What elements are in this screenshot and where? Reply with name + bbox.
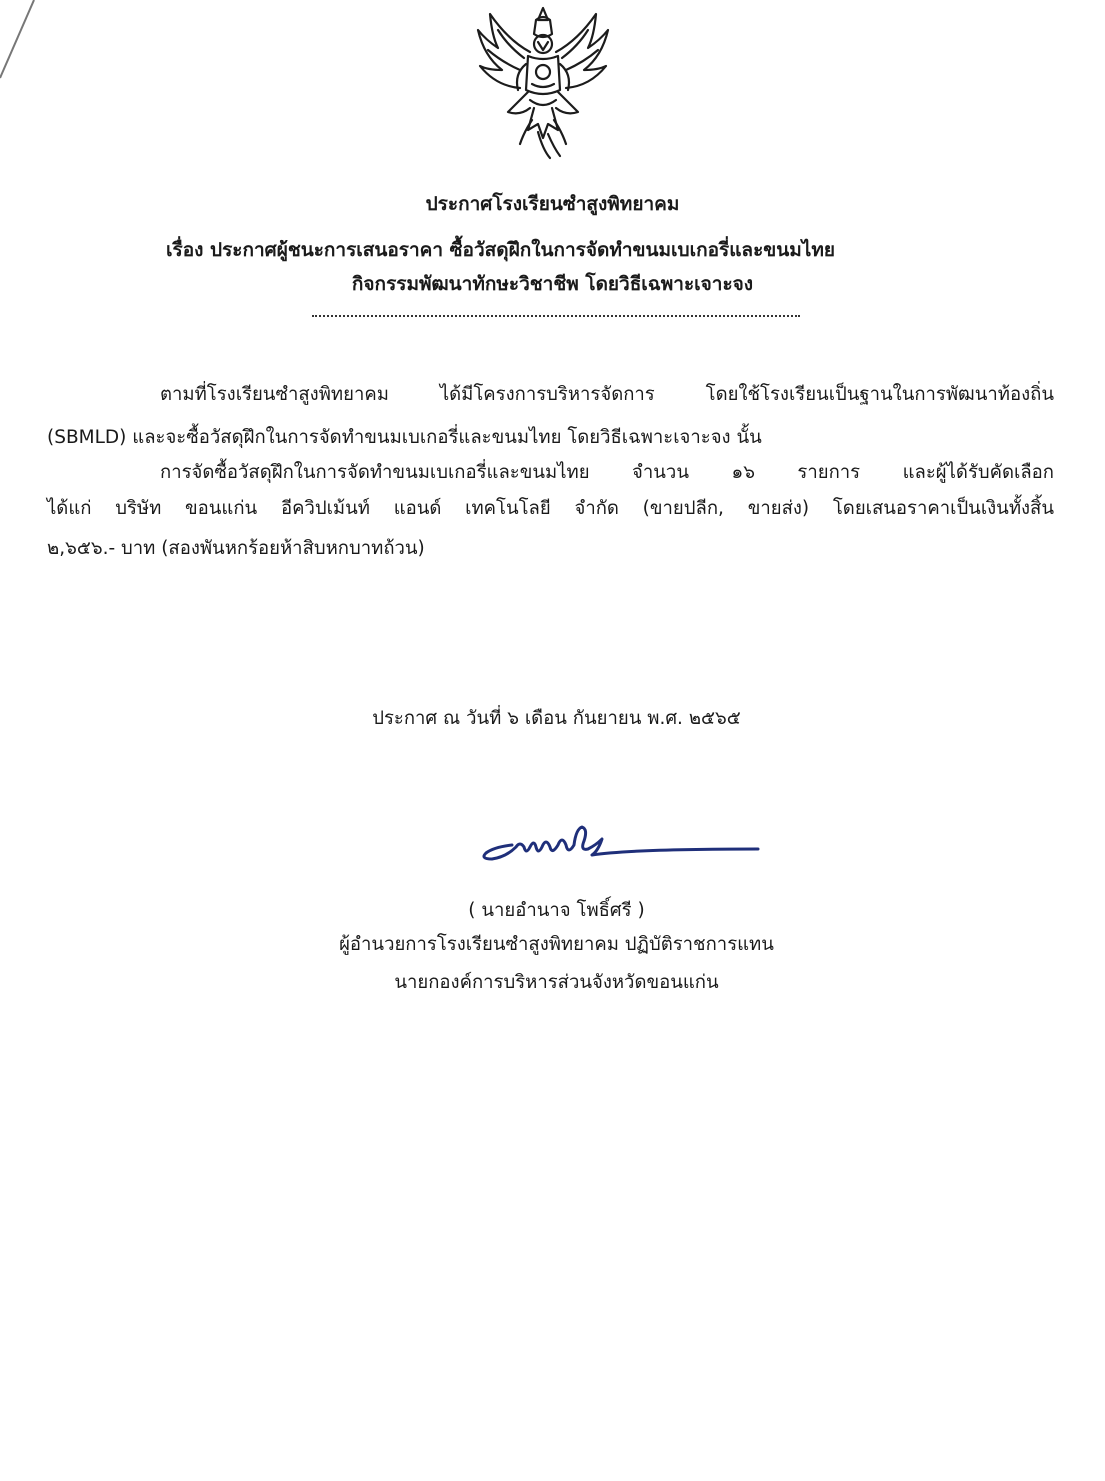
announcement-subject: เรื่อง ประกาศผู้ชนะการเสนอราคา ซื้อวัสดุฝึกในการจัดทำขนมเบเกอรี่และขนมไทย [166,239,835,261]
body-paragraph-2: การจัดซื้อวัสดุฝึกในการจัดทำขนมเบเกอรี่และขนมไทย จำนวน ๑๖ รายการ และผู้ได้รับคัดเลือก [160,462,1054,483]
body-paragraph-2-cont: ได้แก่ บริษัท ขอนแก่น อีควิปเม้นท์ แอนด์ เทคโนโลยี จำกัด (ขายปลีก, ขายส่ง) โดยเสนอราคาเป็นเงินทั้งสิ้น [47,498,1054,519]
dotted-divider [312,315,800,317]
announcement-title: ประกาศโรงเรียนซำสูงพิทยาคม [425,193,680,215]
handwritten-signature [472,815,772,870]
signatory-position-2: นายกองค์การบริหารส่วนจังหวัดขอนแก่น [394,972,719,993]
signatory-position: ผู้อำนวยการโรงเรียนซำสูงพิทยาคม ปฏิบัติราชการแทน [339,934,774,955]
signatory-name: ( นายอำนาจ โพธิ์ศรี ) [468,900,645,921]
body-paragraph-1-cont: (SBMLD) และจะซื้อวัสดุฝึกในการจัดทำขนมเบเกอรี่และขนมไทย โดยวิธีเฉพาะเจาะจง นั้น [47,427,762,448]
body-paragraph-2-amount: ๒,๖๕๖.- บาท (สองพันหกร้อยห้าสิบหกบาทถ้วน) [47,538,425,559]
announcement-subtitle: กิจกรรมพัฒนาทักษะวิชาชีพ โดยวิธีเฉพาะเจาะจง [351,273,754,295]
scan-edge-line [0,0,40,90]
announcement-date: ประกาศ ณ วันที่ ๖ เดือน กันยายน พ.ศ. ๒๕๖๕ [372,708,741,729]
body-paragraph-1: ตามที่โรงเรียนซำสูงพิทยาคม ได้มีโครงการบริหารจัดการ โดยใช้โรงเรียนเป็นฐานในการพัฒนาท้องถิ่น [160,384,1054,405]
garuda-emblem-icon [468,0,618,162]
